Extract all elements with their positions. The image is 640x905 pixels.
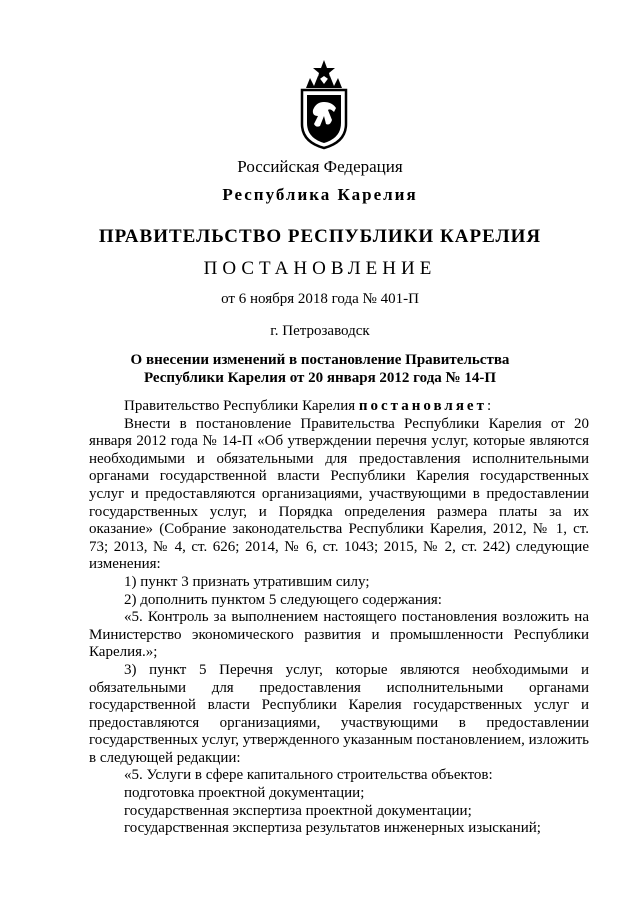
item-3: 3) пункт 5 Перечня услуг, которые являются необходимыми и обязательными для предоставления исполнительными органами государственной власти Республики Карелия государственных услуг и предоставляются организациями, участвующими в предоставлении государственных услуг, утвержденного указанным постановлением, изложить в следующей редакции:: [89, 661, 589, 766]
document-date-number: от 6 ноября 2018 года № 401-П: [221, 291, 419, 307]
federation-title: Российская Федерация: [237, 157, 403, 176]
list-item: государственная экспертиза результатов инженерных изысканий;: [124, 820, 541, 837]
item-2: 2) дополнить пунктом 5 следующего содержания:: [124, 591, 442, 608]
coat-of-arms-icon: [296, 58, 352, 150]
document-type: ПОСТАНОВЛЕНИЕ: [203, 258, 437, 279]
intro-paragraph: [89, 398, 589, 416]
document-body: [89, 398, 589, 838]
subject-line-2: Республики Карелия от 20 января 2012 года № 14-П: [143, 370, 497, 386]
government-title: ПРАВИТЕЛЬСТВО РЕСПУБЛИКИ КАРЕЛИЯ: [98, 226, 542, 247]
list-item: подготовка проектной документации;: [124, 785, 365, 802]
subject-line-1: О внесении изменений в постановление Правительства: [130, 352, 510, 368]
paragraph-main: Внести в постановление Правительства Республики Карелия от 20 января 2012 года № 14-П «Об утверждении перечня услуг, которые являются необходимыми и обязательными для предоставления исполнительными органами государственной власти Республики Карелия государственных услуг и предоставляются организациями, участвующими в предоставлении государственных услуг, и Порядка определения размера платы за их оказание» (Собрание законодательства Республики Карелия, 2012, № 1, ст. 73; 2013, № 4, ст. 626; 2014, № 6, ст. 1043; 2015, № 2, ст. 242) следующие изменения:: [89, 415, 589, 573]
list-item: «5. Услуги в сфере капитального строительства объектов:: [124, 767, 493, 784]
document-city: г. Петрозаводск: [270, 323, 370, 339]
intro-colon: :: [486, 398, 492, 414]
quote-point-5: «5. Контроль за выполнением настоящего постановления возложить на Министерство экономического развития и промышленности Республики Карелия.»;: [89, 609, 589, 661]
item-1: 1) пункт 3 признать утратившим силу;: [124, 573, 370, 590]
list-item: государственная экспертиза проектной документации;: [124, 802, 472, 819]
intro-text: Правительство Республики Карелия: [124, 398, 359, 414]
republic-title: Республика Карелия: [222, 185, 418, 204]
intro-verb: постановляет: [358, 398, 487, 414]
